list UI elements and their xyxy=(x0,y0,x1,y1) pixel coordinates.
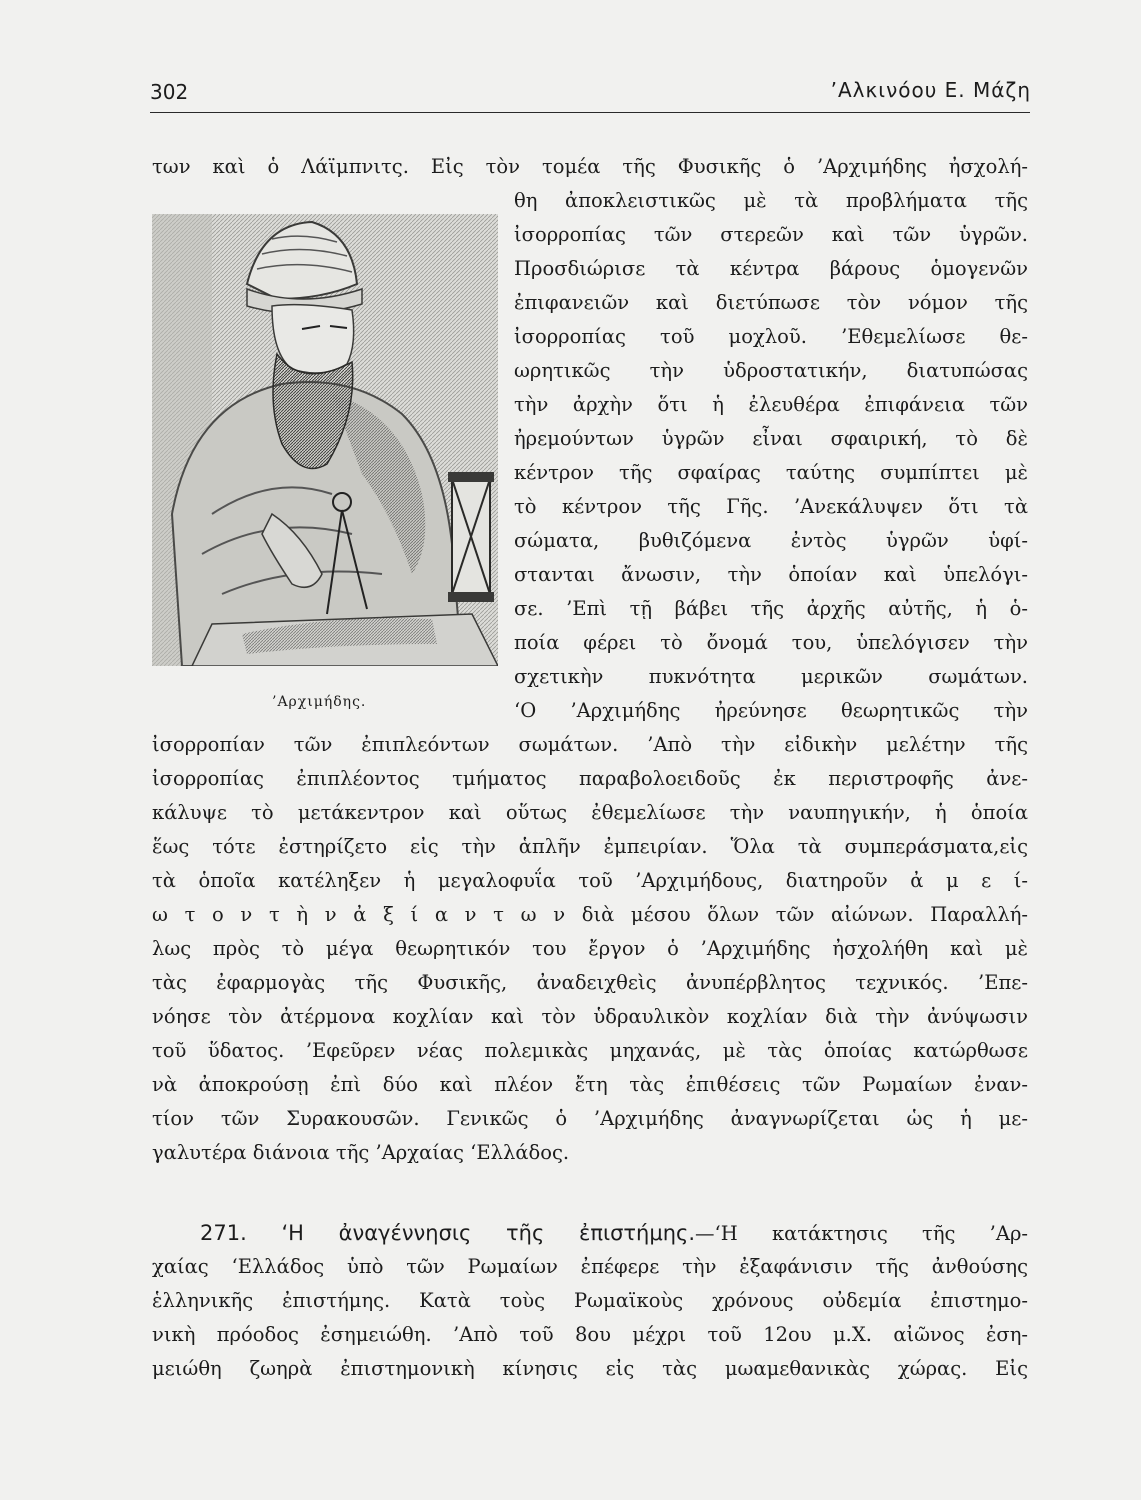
body-line: ω τ ο ν τ ὴ ν ἀ ξ ί α ν τ ω ν διὰ μέσου ὅλων τῶν αἰώνων. Παραλλή- xyxy=(152,903,1028,926)
body-line: σε. ’Επὶ τῇ βάβει τῆς ἀρχῆς αὐτῆς, ἡ ὁ- xyxy=(514,597,1028,620)
body-line: ἐπιφανειῶν καὶ διετύπωσε τὸν νόμον τῆς xyxy=(514,291,1028,314)
body-line: ἰσορροπίας τῶν στερεῶν καὶ τῶν ὑγρῶν. xyxy=(514,223,1028,246)
body-line: ἰσορροπίας ἐπιπλέοντος τμήματος παραβολοειδοῦς ἐκ περιστροφῆς ἀνε- xyxy=(152,767,1028,790)
header-rule xyxy=(150,112,1030,113)
body-line: τὴν ἀρχὴν ὅτι ἡ ἐλευθέρα ἐπιφάνεια τῶν xyxy=(514,393,1028,416)
body-line: ἕως τότε ἐστηρίζετο εἰς τὴν ἁπλῆν ἐμπειρίαν. Ὅλα τὰ συμπεράσματα,εἰς xyxy=(152,835,1028,858)
body-line: γαλυτέρα διάνοια τῆς ’Αρχαίας ‘Ελλάδος. xyxy=(152,1141,570,1164)
body-line: σχετικὴν πυκνότητα μερικῶν σωμάτων. xyxy=(514,665,1028,688)
figure-caption: ’Αρχιμήδης. xyxy=(272,694,367,710)
body-line: τὰ ὁποῖα κατέληξεν ἡ μεγαλοφυΐα τοῦ ’Αρχιμήδους, διατηροῦν ἀ μ ε ί- xyxy=(152,869,1028,892)
body-line: μειώθη ζωηρὰ ἐπιστημονικὴ κίνησις εἰς τὰς μωαμεθανικὰς χώρας. Εἰς xyxy=(152,1357,1028,1380)
body-line: τὸ κέντρον τῆς Γῆς. ’Ανεκάλυψεν ὅτι τὰ xyxy=(514,495,1028,518)
body-line: κέντρον τῆς σφαίρας ταύτης συμπίπτει μὲ xyxy=(514,461,1028,484)
body-line: νόησε τὸν ἀτέρμονα κοχλίαν καὶ τὸν ὑδραυλικὸν κοχλίαν διὰ τὴν ἀνύψωσιν xyxy=(152,1005,1028,1028)
body-line: τὰς ἐφαρμογὰς τῆς Φυσικῆς, ἀναδειχθεὶς ἀνυπέρβλητος τεχνικός. ’Επε- xyxy=(152,971,1028,994)
body-line: ἑλληνικῆς ἐπιστήμης. Κατὰ τοὺς Ρωμαϊκοὺς χρόνους οὐδεμία ἐπιστημο- xyxy=(152,1289,1028,1312)
body-line: Προσδιώρισε τὰ κέντρα βάρους ὁμογενῶν xyxy=(514,257,1028,280)
archimedes-portrait xyxy=(152,214,498,666)
body-line: ἰσορροπίας τοῦ μοχλοῦ. ’Εθεμελίωσε θε- xyxy=(514,325,1028,348)
section-first-line-rest: —‘Η κατάκτησις τῆς ’Αρ- xyxy=(695,1222,1028,1245)
body-line: ποία φέρει τὸ ὄνομά του, ὑπελόγισεν τὴν xyxy=(514,631,1028,654)
body-line: σώματα, βυθιζόμενα ἐντὸς ὑγρῶν ὑφί- xyxy=(514,529,1028,552)
body-line: κάλυψε τὸ μετάκεντρον καὶ οὕτως ἐθεμελίωσε τὴν ναυπηγικήν, ἡ ὁποία xyxy=(152,801,1028,824)
page-number: 302 xyxy=(150,80,189,104)
body-line: των καὶ ὁ Λάϊμπνιτς. Εἰς τὸν τομέα τῆς Φυσικῆς ὁ ’Αρχιμήδης ἠσχολή- xyxy=(152,155,1028,178)
section-heading: 271. ‘Η ἀναγέννησις τῆς ἐπιστήμης. xyxy=(200,1221,696,1245)
body-line: θη ἀποκλειστικῶς μὲ τὰ προβλήματα τῆς xyxy=(514,189,1028,212)
body-line: τοῦ ὕδατος. ’Εφεῦρεν νέας πολεμικὰς μηχανάς, μὲ τὰς ὁποίας κατώρθωσε xyxy=(152,1039,1028,1062)
body-line: ‘Ο ’Αρχιμήδης ἠρεύνησε θεωρητικῶς τὴν xyxy=(514,699,1028,722)
body-line: τίον τῶν Συρακουσῶν. Γενικῶς ὁ ’Αρχιμήδης ἀναγνωρίζεται ὡς ἡ με- xyxy=(152,1107,1028,1130)
body-line: χαίας ‘Ελλάδος ὑπὸ τῶν Ρωμαίων ἐπέφερε τὴν ἐξαφάνισιν τῆς ἀνθούσης xyxy=(152,1255,1028,1278)
body-line: στανται ἄνωσιν, τὴν ὁποίαν καὶ ὑπελόγι- xyxy=(514,563,1028,586)
body-line: λως πρὸς τὸ μέγα θεωρητικόν του ἔργον ὁ ’Αρχιμήδης ἠσχολήθη καὶ μὲ xyxy=(152,937,1028,960)
section-first-line xyxy=(200,1216,1028,1250)
body-line: ωρητικῶς τὴν ὑδροστατικήν, διατυπώσας xyxy=(514,359,1028,382)
body-line: νὰ ἀποκρούσῃ ἐπὶ δύο καὶ πλέον ἔτη τὰς ἐπιθέσεις τῶν Ρωμαίων ἐναν- xyxy=(152,1073,1028,1096)
body-line: ἰσορροπίαν τῶν ἐπιπλεόντων σωμάτων. ’Απὸ τὴν εἰδικὴν μελέτην τῆς xyxy=(152,733,1028,756)
body-line: νικὴ πρόοδος ἐσημειώθη. ’Απὸ τοῦ 8ου μέχρι τοῦ 12ου μ.Χ. αἰῶνος ἐση- xyxy=(152,1323,1028,1346)
body-line: ἠρεμούντων ὑγρῶν εἶναι σφαιρική, τὸ δὲ xyxy=(514,427,1028,450)
running-title: ’Αλκινόου Ε. Μάζη xyxy=(830,78,1031,102)
